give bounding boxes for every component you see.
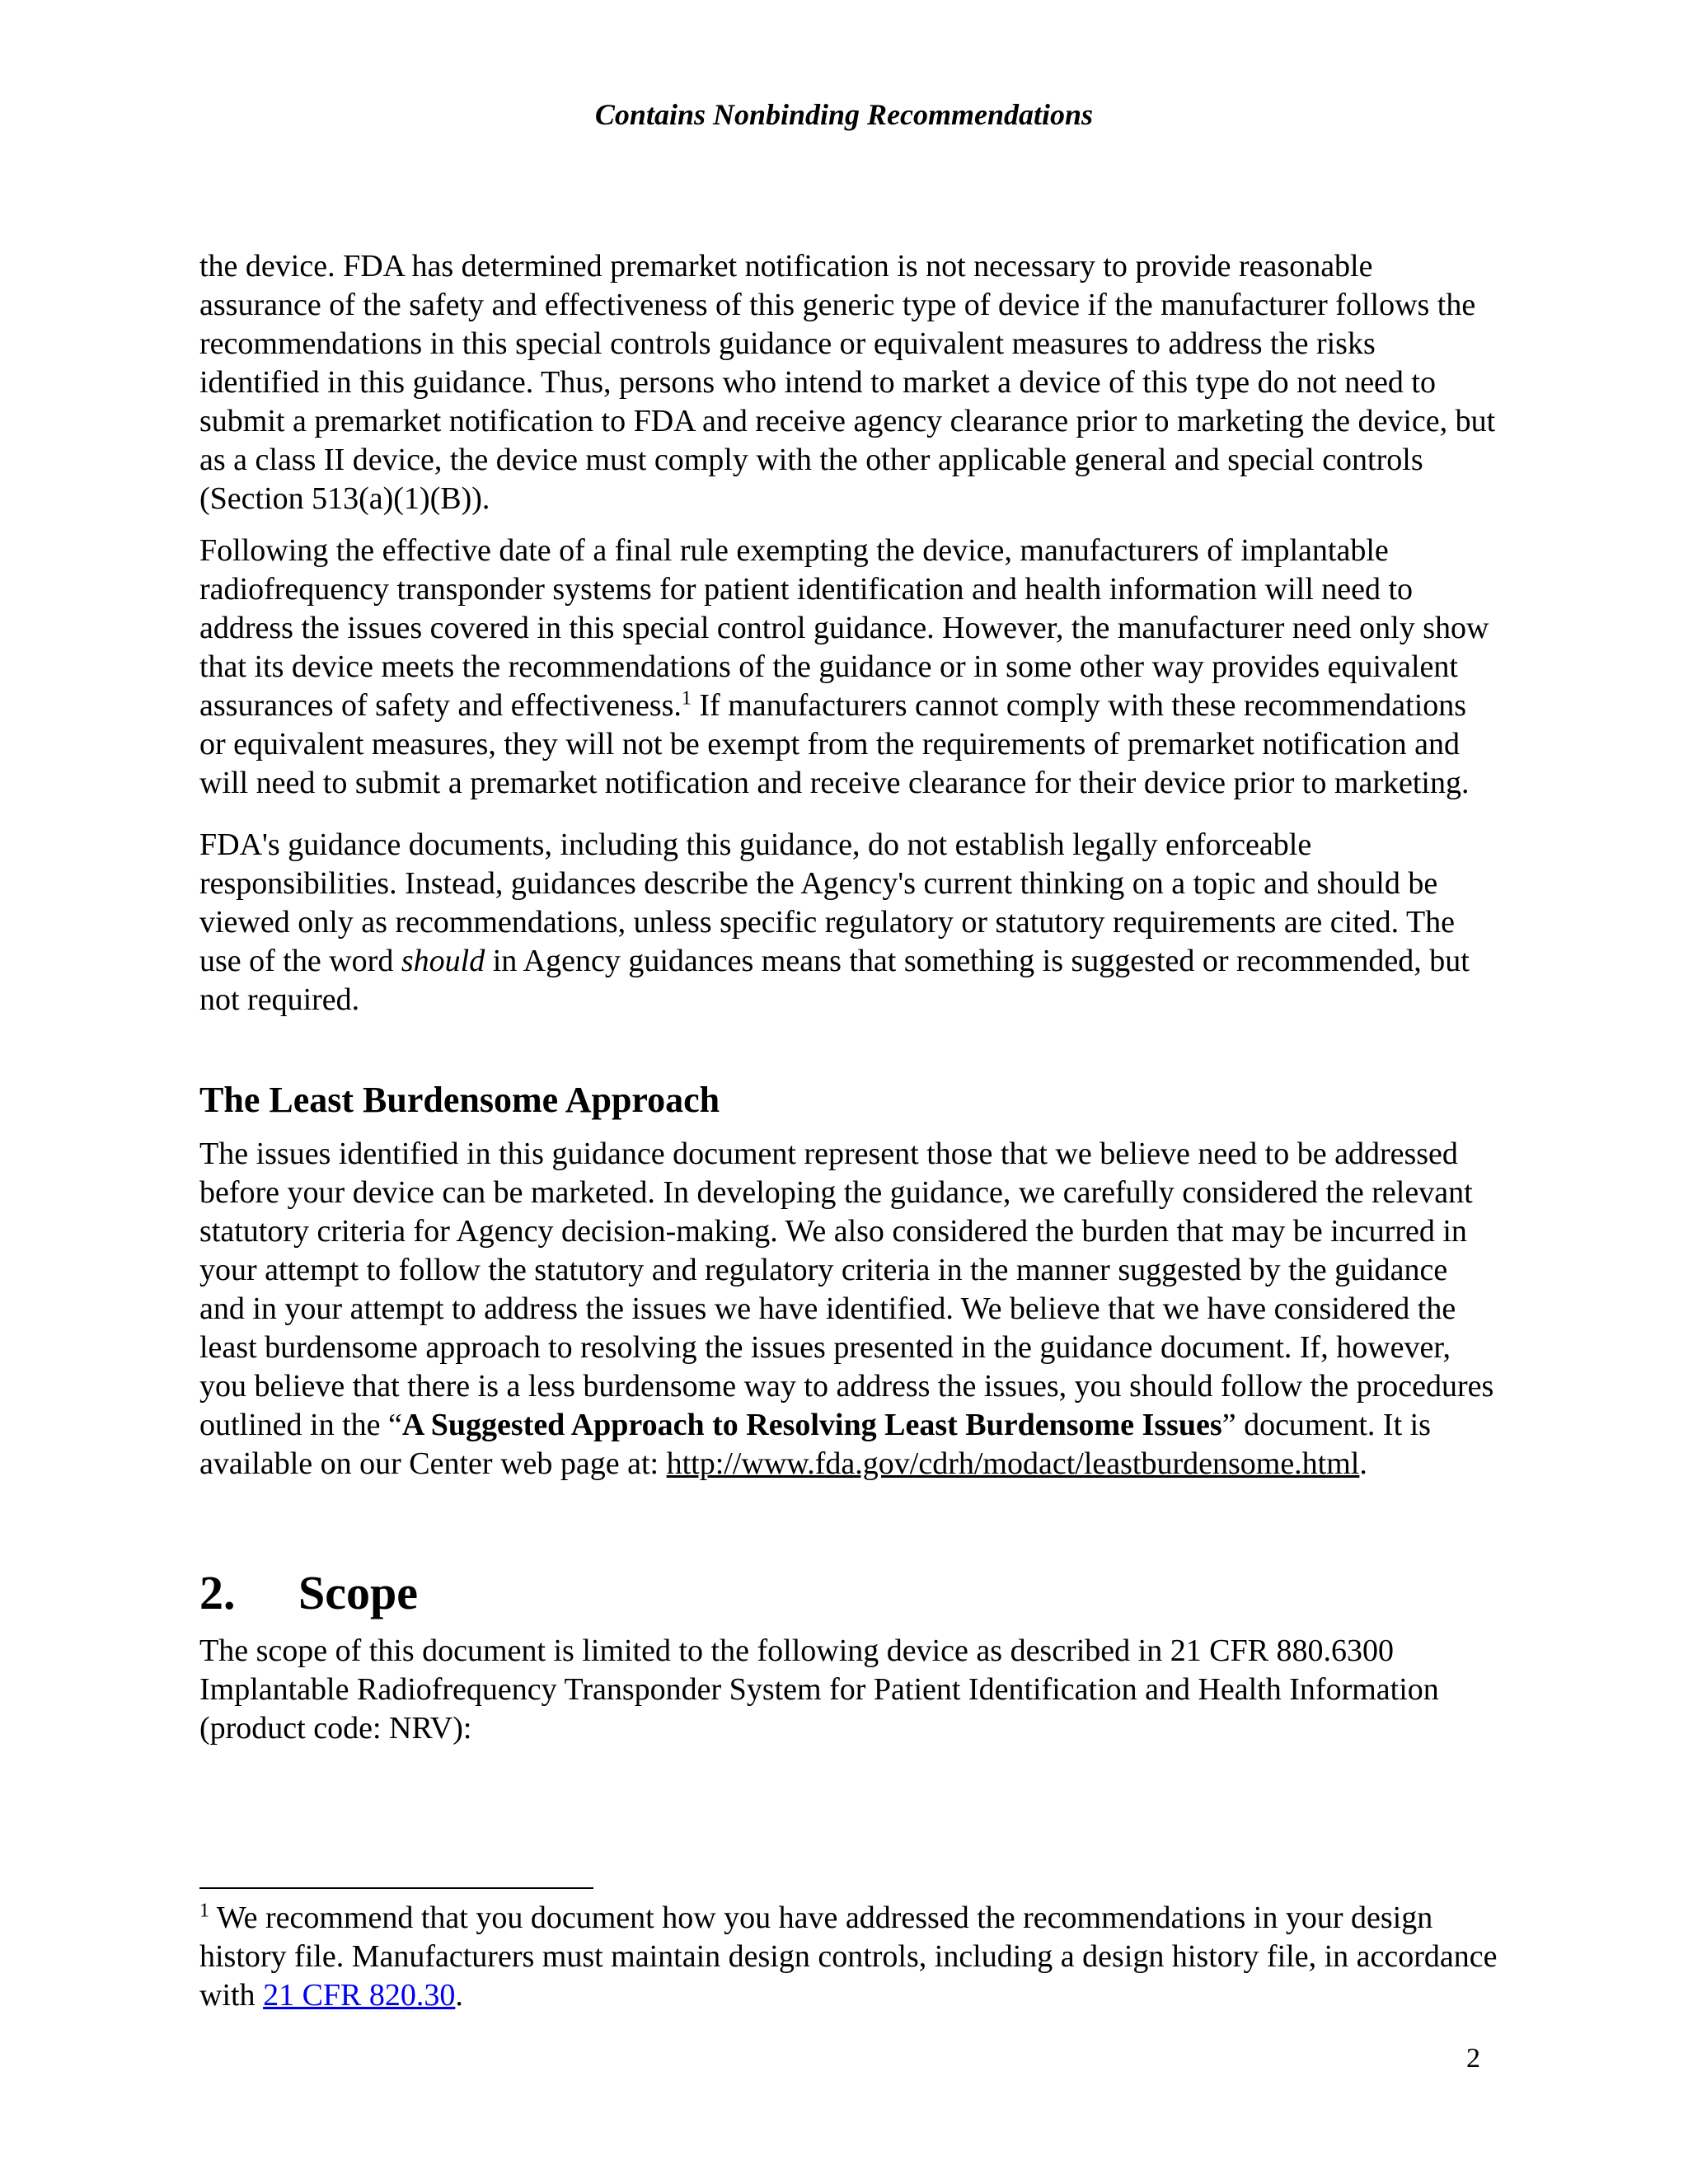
footnote-marker: 1 [199, 1900, 209, 1922]
least-burdensome-text-end: . [1359, 1446, 1367, 1481]
scope-paragraph: The scope of this document is limited to the following device as described in 21 CFR 880.6300 Implantable Radiofrequency Transponder System for Patient Identification and Health Information (product code: NRV): [199, 1633, 1439, 1746]
main-content [199, 247, 1498, 1748]
least-burdensome-link[interactable]: http://www.fda.gov/cdrh/modact/leastburdensome.html [666, 1446, 1360, 1481]
intro-paragraph-3-text-cont: in Agency guidances means that something is suggested or recommended, but not required. [199, 944, 1470, 1017]
footnote [199, 1899, 1498, 2015]
intro-paragraph-2-text: Following the effective date of a final rule exempting the device, manufacturers of implantable radiofrequency transponder systems for patient identification and health information will need to address the issues covered in this special control guidance. However, the manufacturer need only show that its device meets the recommendations of the guidance or in some other way provides equivalent assurances of safety and effectiveness. [199, 533, 1489, 723]
least-burdensome-paragraph [199, 1135, 1498, 1483]
scope-section-title: Scope [298, 1566, 418, 1619]
cfr-link[interactable]: 21 CFR 820.30 [263, 1978, 456, 2013]
running-header: Contains Nonbinding Recommendations [594, 98, 1094, 131]
footnote-divider [199, 1887, 593, 1889]
least-burdensome-text: The issues identified in this guidance document represent those that we believe need to be addressed before your device can be marketed. In developing the guidance, we carefully considered the relevant statutory criteria for Agency decision-making. We also considered the burden that may be incurred in your attempt to follow the statutory and regulatory criteria in the manner suggested by the guidance and in your attempt to address the issues we have identified. We believe that we have considered the least burdensome approach to resolving the issues presented in the guidance document. If, however, you believe that there is a less burdensome way to address the issues, you should follow the procedures outlined in the “ [199, 1137, 1494, 1442]
footnote-text: We recommend that you document how you have addressed the recommendations in your design history file. Manufacturers must maintain design controls, including a design history file, in accordance with [199, 1900, 1498, 2013]
intro-paragraph-2-text-cont: If manufacturers cannot comply with these recommendations or equivalent measures, they will not be exempt from the requirements of premarket notification and will need to submit a premarket notification and receive clearance for their device prior to marketing. [199, 688, 1470, 800]
least-burdensome-doc-title: A Suggested Approach to Resolving Least Burdensome Issues [401, 1408, 1222, 1442]
least-burdensome-heading: The Least Burdensome Approach [199, 1080, 720, 1120]
scope-section-number: 2. [199, 1566, 236, 1619]
emphasis-should: should [401, 944, 485, 978]
intro-paragraph-1: the device. FDA has determined premarket notification is not necessary to provide reasonable assurance of the safety and effectiveness of this generic type of device if the manufacturer follows the recommendations in this special controls guidance or equivalent measures to address the risks identified in this guidance. Thus, persons who intend to market a device of this type do not need to submit a premarket notification to FDA and receive agency clearance prior to marketing the device, but as a class II device, the device must comply with the other applicable general and special controls (Section 513(a)(1)(B)). [199, 249, 1496, 516]
intro-paragraph-2 [199, 532, 1498, 803]
intro-paragraph-3-text: FDA's guidance documents, including this guidance, do not establish legally enforceable responsibilities. Instead, guidances describe the Agency's current thinking on a topic and should be viewed only as recommendations, unless specific regulatory or statutory requirements are cited. The use of the word [199, 827, 1456, 978]
scope-heading [199, 1566, 1498, 1620]
footnote-text-end: . [455, 1978, 463, 2013]
least-burdensome-text-cont: ” document. It is available on our Center web page at: [199, 1408, 1431, 1481]
footnote-reference[interactable]: 1 [681, 687, 692, 710]
intro-paragraph-3 [199, 826, 1498, 1019]
page-number: 2 [1466, 2043, 1480, 2074]
